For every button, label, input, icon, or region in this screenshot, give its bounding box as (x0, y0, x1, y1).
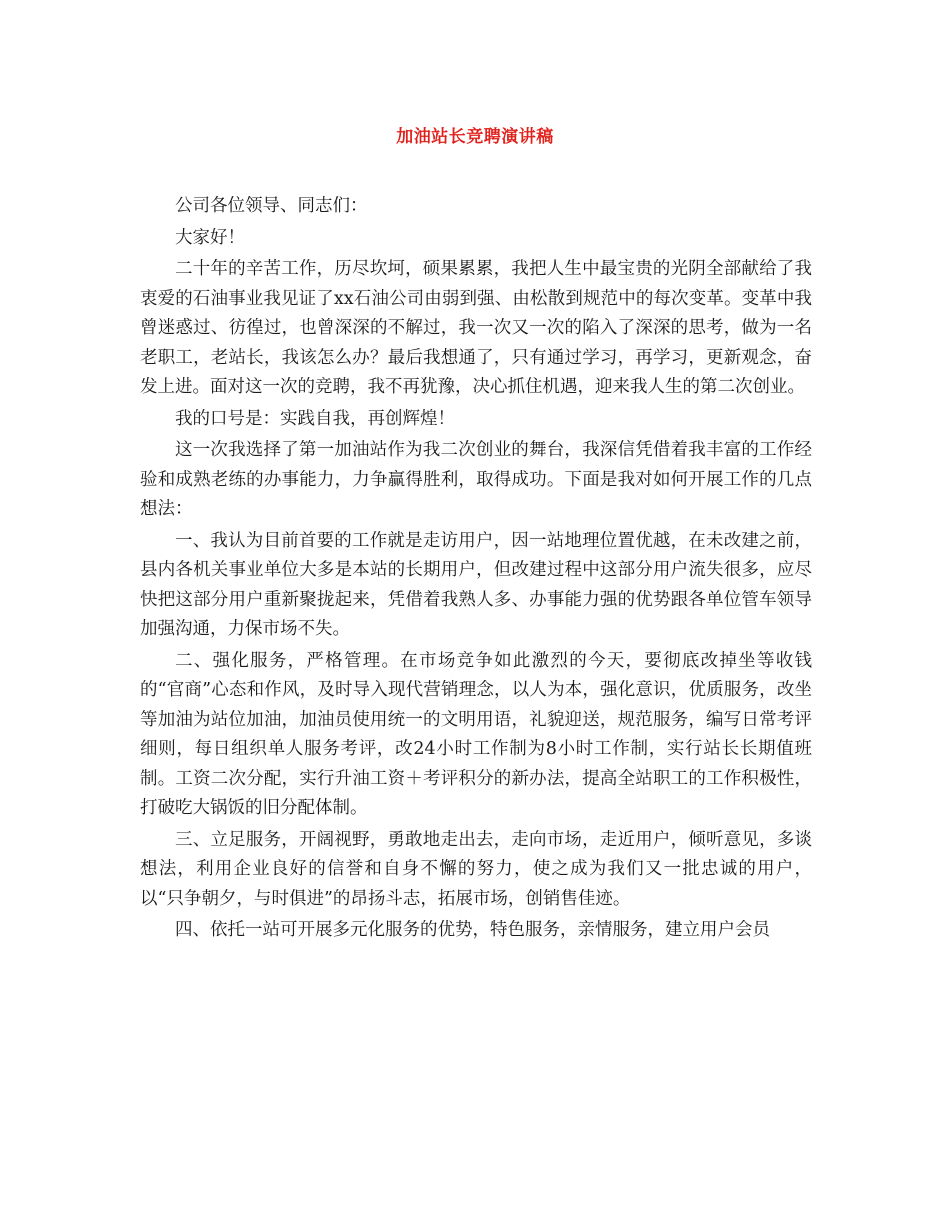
paragraph-point-1: 一、我认为目前首要的工作就是走访用户，因一站地理位置优越，在未改建之前，县内各机关事业单位大多是本站的长期用户，但改建过程中这部分用户流失很多，应尽快把这部分用户重新聚拢起来，凭借着我熟人多、办事能力强的优势跟各单位管车领导加强沟通，力保市场不失。 (140, 530, 812, 639)
document-body (140, 192, 812, 948)
paragraph-point-2: 二、强化服务，严格管理。在市场竞争如此激烈的今天，要彻底改掉坐等收钱的“官商”心态和作风，及时导入现代营销理念，以人为本，强化意识，优质服务，改坐等加油为站位加油，加油员使用统一的文明用语，礼貌迎送，规范服务，编写日常考评细则，每日组织单人服务考评，改24小时工作制为8小时工作制，实行站长长期值班制。工资二次分配，实行升油工资＋考评积分的新办法，提高全站职工的工作积极性，打破吃大锅饭的旧分配体制。 (140, 650, 812, 818)
paragraph-intro: 二十年的辛苦工作，历尽坎坷，硕果累累，我把人生中最宝贵的光阴全部献给了我衷爱的石油事业我见证了xx石油公司由弱到强、由松散到规范中的每次变革。变革中我曾迷惑过、彷徨过，也曾深深的不解过，我一次又一次的陷入了深深的思考，做为一名老职工，老站长，我该怎么办？最后我想通了，只有通过学习，再学习，更新观念，奋发上进。面对这一次的竞聘，我不再犹豫，决心抓住机遇，迎来我人生的第二次创业。 (140, 259, 812, 397)
document-title: 加油站长竞聘演讲稿 (396, 127, 554, 147)
paragraph-point-3: 三、立足服务，开阔视野，勇敢地走出去，走向市场，走近用户，倾听意见，多谈想法，利用企业良好的信誉和自身不懈的努力，使之成为我们又一批忠诚的用户，以“只争朝夕，与时俱进”的昂扬斗志，拓展市场，创销售佳迹。 (140, 829, 812, 909)
paragraph-salutation: 公司各位领导、同志们： (175, 196, 368, 216)
paragraph-point-4: 四、依托一站可开展多元化服务的优势，特色服务，亲情服务，建立用户会员 (175, 920, 770, 940)
paragraph-greeting: 大家好！ (175, 227, 245, 248)
paragraph-choice: 这一次我选择了第一加油站作为我二次创业的舞台，我深信凭借着我丰富的工作经验和成熟老练的办事能力，力争赢得胜利，取得成功。下面是我对如何开展工作的几点想法： (140, 440, 812, 519)
paragraph-slogan: 我的口号是：实践自我，再创辉煌！ (175, 408, 455, 429)
